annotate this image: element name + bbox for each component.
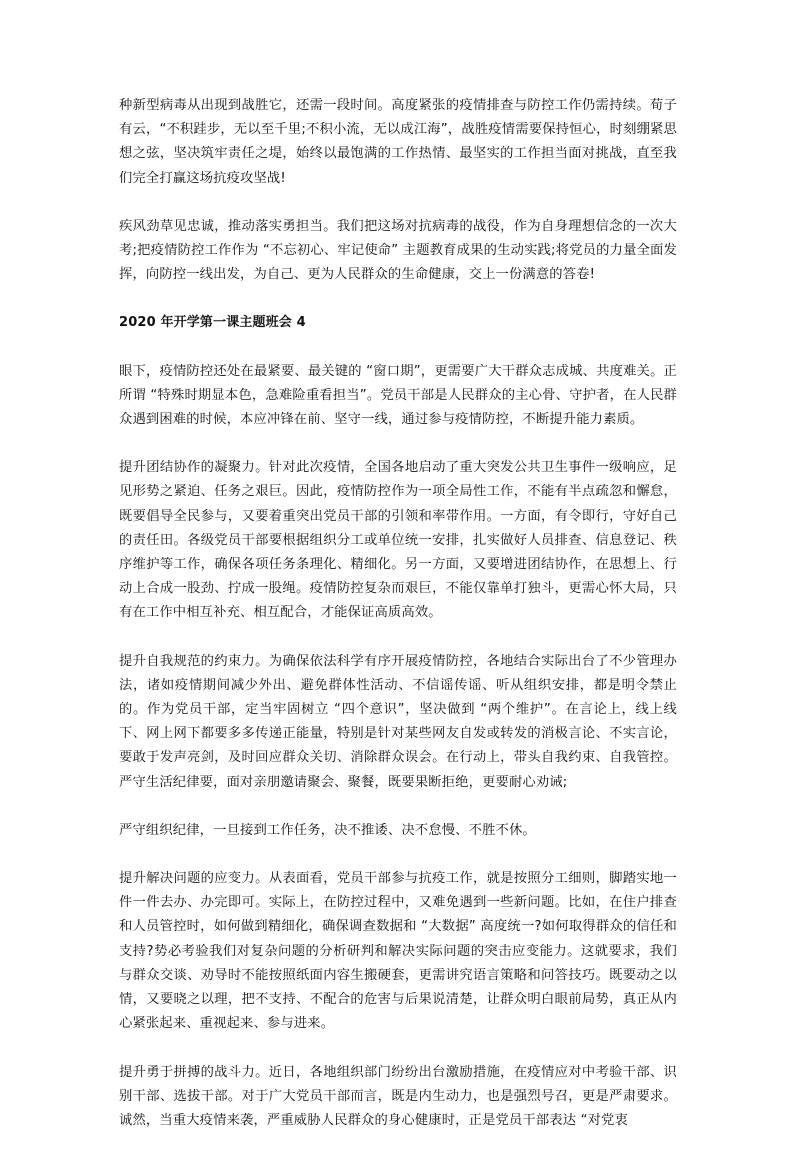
- paragraph: 严守组织纪律，一旦接到工作任务，决不推诿、决不怠慢、不胜不休。: [119, 822, 536, 838]
- section-heading: 2020 年开学第一课主题班会 4: [119, 315, 306, 331]
- paragraph: 眼下，疫情防控还处在最紧要、最关键的 “窗口期”，更需要广大干群众志成城、共度难关。正所谓 “特殊时期显本色，急难险重看担当”。党员干部是人民群众的主心骨、守护者，在人民群众遇到困难的时候，本应冲锋在前、坚守一线，通过参与疫情防控，不断提升能力素质。: [119, 363, 677, 428]
- paragraph: 提升勇于拼搏的战斗力。近日，各地组织部门纷纷出台激励措施，在疫情应对中考验干部、识别干部、选拔干部。对于广大党员干部而言，既是内生动力，也是强烈号召，更是严肃要求。诚然，当重大疫情来袭，严重威胁人民群众的身心健康时，正是党员干部表达 “对党衷: [119, 1064, 677, 1128]
- paragraph: 提升自我规范的约束力。为确保依法科学有序开展疫情防控，各地结合实际出台了不少管理办法，诸如疫情期间减少外出、避免群体性活动、不信谣传谣、听从组织安排，都是明令禁止的。作为党员干部，定当牢固树立 “四个意识”，坚决做到 “两个维护”。在言论上，线上线下、网上网下都要多多传递正能量，特别是针对某些网友自发或转发的消极言论、不实言论，要敢于发声亮剑，及时回应群众关切、消除群众误会。在行动上，带头自我约束、自我管控。严守生活纪律要，面对亲朋邀请聚会、聚餐，既要果断拒绝，更要耐心劝诫;: [119, 653, 677, 790]
- paragraph: 种新型病毒从出现到战胜它，还需一段时间。高度紧张的疫情排查与防控工作仍需持续。荀子有云，“不积跬步，无以至千里;不积小流，无以成江海”，战胜疫情需要保持恒心，时刻绷紧思想之弦，坚决筑牢责任之堤，始终以最饱满的工作热情、最坚实的工作担当面对挑战，直至我们完全打赢这场抗疫攻坚战!: [119, 98, 677, 186]
- document-body: [119, 94, 677, 1157]
- paragraph: 提升解决问题的应变力。从表面看，党员干部参与抗疫工作，就是按照分工细则，脚踏实地一件一件去办、办完即可。实际上，在防控过程中，又难免遇到一些新问题。比如，在住户排查和人员管控时，如何做到精细化，确保调查数据和 “大数据” 高度统一?如何取得群众的信任和支持?势必考验我们对复杂问题的分析研判和解决实际问题的突击应变能力。这就要求，我们与群众交谈、劝导时不能按照纸面内容生搬硬套，更需讲究语言策略和问答技巧。既要动之以情，又要晓之以理，把不支持、不配合的危害与后果说清楚，让群众明白眼前局势，真正从内心紧张起来、重视起来、参与进来。: [119, 871, 677, 1032]
- paragraph: 疾风劲草见忠诚，推动落实勇担当。我们把这场对抗病毒的战役，作为自身理想信念的一次大考;把疫情防控工作作为 “不忘初心、牢记使命” 主题教育成果的生动实践;将党员的力量全面发挥，向防控一线出发，为自己、更为人民群众的生命健康，交上一份满意的答卷!: [119, 218, 677, 283]
- paragraph: 提升团结协作的凝聚力。针对此次疫情，全国各地启动了重大突发公共卫生事件一级响应，足见形势之紧迫、任务之艰巨。因此，疫情防控作为一项全局性工作，不能有半点疏忽和懈怠，既要倡导全民参与，又要着重突出党员干部的引领和率带作用。一方面，有令即行，守好自己的责任田。各级党员干部要根据组织分工或单位统一安排，扎实做好人员排查、信息登记、秩序维护等工作，确保各项任务条理化、精细化。另一方面，又要增进团结协作，在思想上、行动上合成一股劲、拧成一股绳。疫情防控复杂而艰巨，不能仅靠单打独斗，更需心怀大局，只有在工作中相互补充、相互配合，才能保证高质高效。: [119, 460, 677, 621]
